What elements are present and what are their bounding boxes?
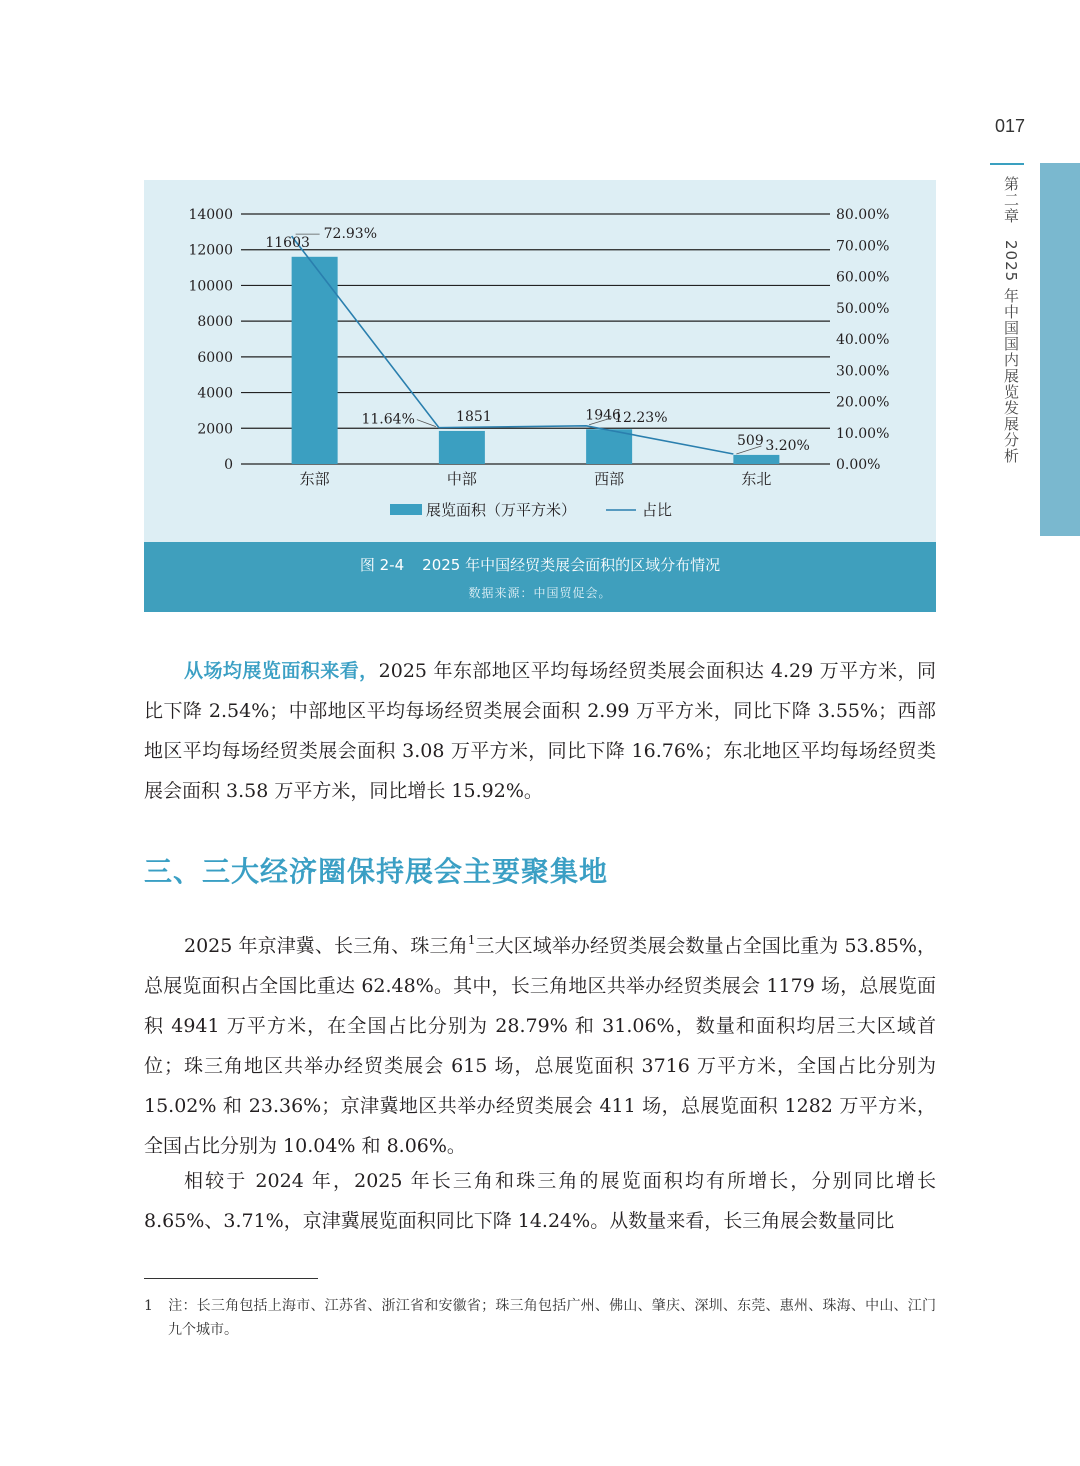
right-tick-label: 20.00% bbox=[836, 394, 890, 411]
left-tick-label: 10000 bbox=[188, 278, 233, 295]
left-tick-label: 4000 bbox=[197, 385, 233, 402]
figure-2-4 bbox=[144, 180, 936, 612]
footnote bbox=[144, 1294, 936, 1342]
x-tick-label: 东北 bbox=[741, 470, 772, 488]
left-tick-label: 12000 bbox=[188, 242, 233, 259]
line-value-label: 72.93% bbox=[323, 226, 378, 243]
running-head-rule bbox=[990, 163, 1024, 165]
paragraph-comparison: 相较于 2024 年，2025 年长三角和珠三角的展览面积均有所增长，分别同比增长 8.65%、3.71%，京津冀展览面积同比下降 14.24%。从数量来看，长三角展会数量同比 bbox=[144, 1170, 936, 1232]
bar-value-label: 11603 bbox=[265, 234, 310, 251]
paragraph-lead-in: 从场均展览面积来看， bbox=[184, 660, 379, 682]
bar-西部 bbox=[586, 429, 632, 464]
legend-bar-label: 展览面积（万平方米） bbox=[426, 501, 577, 519]
figure-source: 数据来源：中国贸促会。 bbox=[468, 586, 612, 600]
x-tick-label: 西部 bbox=[594, 470, 625, 488]
right-tick-label: 0.00% bbox=[836, 457, 881, 473]
paragraph-avg-area bbox=[144, 651, 936, 811]
figure-caption bbox=[144, 542, 936, 612]
figure-title: 2025 年中国经贸类展会面积的区域分布情况 bbox=[422, 556, 721, 574]
left-tick-label: 14000 bbox=[188, 207, 233, 223]
right-tick-label: 70.00% bbox=[836, 238, 890, 255]
paragraph-text-b: 三大区域举办经贸类展会数量占全国比重为 53.85%，总展览面积占全国比重达 62.48%。其中，长三角地区共举办经贸类展会 1179 场，总展览面积 4941 万平方米，在全国占比分别为 28.79% 和 31.06%，数量和面积均居三大区域首位；珠三角地区共举办经贸类展会 615 场，总展览面积 3716 万平方米，全国占比分别为 15.02% 和 23.36%；京津冀地区共举办经贸类展会 411 场，总展览面积 1282 万平方米，全国占比分别为 10.04% 和 8.06%。 bbox=[144, 935, 936, 1157]
right-tick-label: 80.00% bbox=[836, 207, 890, 223]
bar-value-label: 1851 bbox=[456, 408, 492, 425]
figure-title-line bbox=[144, 554, 936, 575]
right-tick-label: 50.00% bbox=[836, 300, 890, 317]
left-tick-label: 0 bbox=[224, 457, 233, 473]
running-head: 第二章 2025 年中国国内展览发展分析 bbox=[1002, 176, 1020, 464]
bar-东北 bbox=[733, 455, 779, 464]
footnote-number: 1 bbox=[144, 1298, 153, 1314]
x-tick-label: 东部 bbox=[299, 470, 330, 488]
section-heading: 三、三大经济圈保持展会主要聚集地 bbox=[144, 855, 609, 888]
bar-中部 bbox=[439, 431, 485, 464]
right-tick-label: 60.00% bbox=[836, 269, 890, 286]
line-value-label: 3.20% bbox=[765, 438, 810, 454]
chart-panel bbox=[144, 180, 936, 542]
right-tick-label: 40.00% bbox=[836, 332, 890, 348]
left-tick-label: 8000 bbox=[197, 314, 233, 331]
bar-value-label: 509 bbox=[737, 432, 764, 449]
right-tick-label: 30.00% bbox=[836, 363, 890, 380]
x-tick-label: 中部 bbox=[446, 470, 477, 488]
line-value-label: 12.23% bbox=[614, 409, 668, 426]
footnote-ref[interactable]: 1 bbox=[467, 933, 476, 947]
legend-line-label: 占比 bbox=[642, 501, 673, 519]
footnote-rule bbox=[144, 1278, 318, 1279]
paragraph-text-a: 2025 年京津冀、长三角、珠三角 bbox=[184, 935, 468, 957]
chart bbox=[144, 180, 936, 542]
figure-label: 图 2-4 bbox=[359, 556, 405, 574]
left-tick-label: 2000 bbox=[197, 421, 233, 438]
chapter-tab bbox=[1040, 163, 1080, 536]
paragraph-three-regions bbox=[144, 926, 936, 1166]
footnote-text: 注：长三角包括上海市、江苏省、浙江省和安徽省；珠三角包括广州、佛山、肇庆、深圳、东莞、惠州、珠海、中山、江门九个城市。 bbox=[168, 1298, 936, 1338]
right-tick-label: 10.00% bbox=[836, 425, 890, 442]
paragraph-body: 2025 年东部地区平均每场经贸类展会面积达 4.29 万平方米，同比下降 2.54%；中部地区平均每场经贸类展会面积 2.99 万平方米，同比下降 3.55%；西部地区平均每场经贸类展会面积 3.08 万平方米，同比下降 16.76%；东北地区平均每场经贸类展会面积 3.58 万平方米，同比增长 15.92%。 bbox=[144, 660, 936, 802]
left-tick-label: 6000 bbox=[197, 349, 233, 366]
bar-value-label: 1946 bbox=[585, 407, 621, 424]
line-value-label: 11.64% bbox=[361, 411, 415, 428]
legend-bar-swatch bbox=[390, 504, 422, 515]
page-number: 017 bbox=[994, 116, 1026, 136]
